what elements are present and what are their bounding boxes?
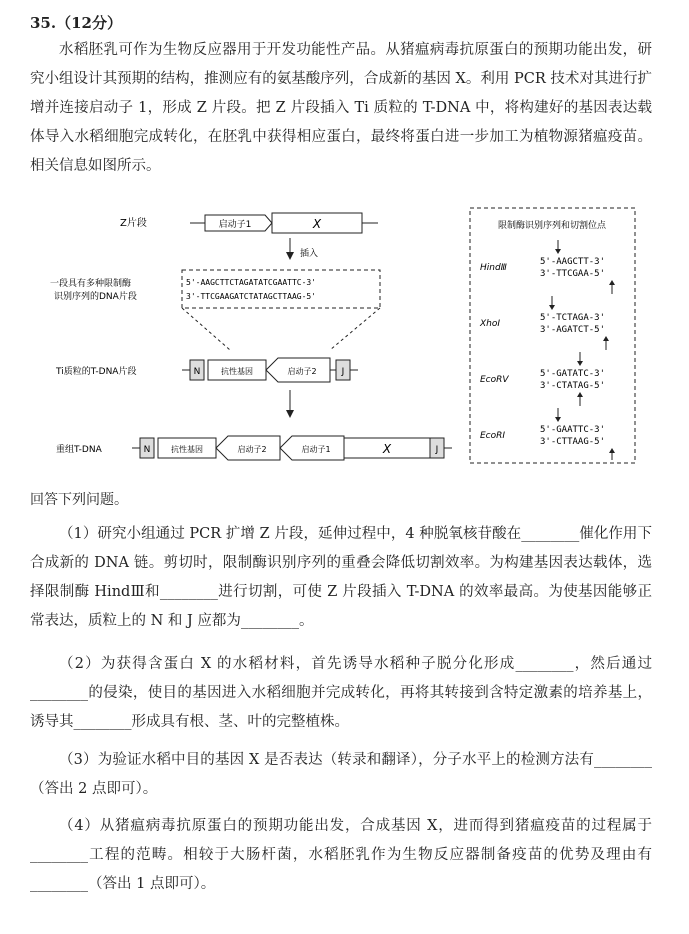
enzyme-bottom-ecorv: 3'-CTATAG-5' [540, 381, 606, 391]
recomb-promoter1-label: 启动子1 [301, 445, 331, 454]
q3-text-a: （3）为验证水稻中目的基因 X 是否表达（转录和翻译），分子水平上的检测方法有 [59, 752, 594, 768]
recomb-n-label: N [143, 445, 151, 455]
q1-text-d: 。 [298, 613, 314, 629]
recomb-gene-x-label: X [382, 442, 392, 456]
enzyme-bottom-ecori: 3'-CTTAAG-5' [540, 437, 606, 447]
enzyme-name-xhoi: XhoⅠ [480, 319, 501, 329]
insert-label: 插入 [300, 249, 319, 259]
dashed-guide-right [330, 308, 380, 350]
q2-text-c: 的侵染，使目的基因进入水稻细胞并完成转化，再将其转接到含特定激素的培养基上，诱导其 [30, 685, 652, 730]
q3-text-b: （答出 2 点即可）。 [30, 781, 158, 797]
answer-prompt: 回答下列问题。 [30, 492, 128, 508]
enzyme-name-ecorv: EcoRⅤ [480, 375, 509, 385]
multi-site-label-2: 识别序列的DNA片段 [54, 292, 137, 302]
recomb-resistance-label: 抗性基因 [171, 445, 203, 454]
multi-site-label-1: 一段具有多种限制酶 [50, 279, 132, 289]
j-label: J [341, 367, 345, 377]
sequence-bottom-strand: 3'-TTCGAAGATCTATAGCTTAAG-5' [186, 292, 317, 301]
q4-text-c: （答出 1 点即可）。 [88, 876, 216, 892]
recombination-diagram [40, 198, 640, 478]
enzyme-bottom-xhoi: 3'-AGATCT-5' [540, 325, 606, 335]
q4-text-a: （4）从猪瘟病毒抗原蛋白的预期功能出发，合成基因 X，进而得到猪瘟疫苗的过程属于 [59, 818, 652, 834]
n-label: N [193, 367, 201, 377]
q2-text-b: ，然后通过 [573, 656, 653, 672]
q2-text-a: （2）为获得含蛋白 X 的水稻材料，首先诱导水稻种子脱分化形成 [59, 656, 516, 672]
resistance-gene-label: 抗性基因 [221, 367, 253, 376]
q1-text-b: 催化作用下合成新的 DNA 链。剪切时，限制酶识别序列的重叠会降低切割效率。为构建基因表达载体，选择限制酶 HindⅢ和 [30, 526, 652, 600]
multi-site-box [182, 270, 380, 308]
q4-text-b: 工程的范畴。相较于大肠杆菌，水稻胚乳作为生物反应器制备疫苗的优势及理由有 [88, 847, 652, 863]
gene-x-label: X [312, 217, 322, 231]
sub-question-1: （1）研究小组通过 PCR 扩增 Z 片段，延伸过程中，4 种脱氧核苷酸在________催化作用下合成新的 DNA 链。剪切时，限制酶识别序列的重叠会降低切割效率。为构建基因表达载体，选择限制酶 HindⅢ和________进行切割，可使 Z 片段插入 T-DNA 的效率最高。为使基因能够正常表达，质粒上的 N 和 J 应都为________。 [30, 526, 652, 629]
question-intro: 水稻胚乳可作为生物反应器用于开发功能性产品。从猪瘟病毒抗原蛋白的预期功能出发，研究小组设计其预期的结构，推测应有的氨基酸序列，合成新的基因 X。利用 PCR 技术对其进行扩增并连接启动子 1，形成 Z 片段。把 Z 片段插入 Ti 质粒的 T-DNA 中，将构建好的基因表达载体导入水稻细胞完成转化，在胚乳中获得相应蛋白，最终将蛋白进一步加工为植物源猪瘟疫苗。相关信息如图所示。 [30, 42, 652, 174]
enzyme-name-hindiii: HindⅢ [480, 263, 507, 273]
sub-question-3: （3）为验证水稻中目的基因 X 是否表达（转录和翻译），分子水平上的检测方法有________（答出 2 点即可）。 [30, 752, 652, 797]
q2-text-d: 形成具有根、茎、叶的完整植株。 [131, 714, 349, 730]
enzyme-top-ecori: 5'-GAATTC-3' [540, 425, 606, 435]
enzyme-name-ecori: EcoRⅠ [480, 431, 506, 441]
promoter2-label: 启动子2 [287, 367, 317, 376]
q1-text-c: 进行切割，可使 Z 片段插入 T-DNA 的效率最高。为使基因能够正常表达，质粒上的 N 和 J 应都为 [30, 584, 652, 629]
recomb-j-label: J [435, 445, 439, 455]
tdna-label: Ti质粒的T-DNA片段 [56, 367, 137, 377]
enzyme-top-hindiii: 5'-AAGCTT-3' [540, 257, 606, 267]
q1-text-a: （1）研究小组通过 PCR 扩增 Z 片段，延伸过程中，4 种脱氧核苷酸在 [59, 526, 522, 542]
recombine-arrowhead [286, 410, 294, 418]
promoter1-label: 启动子1 [218, 220, 252, 230]
enzyme-top-xhoi: 5'-TCTAGA-3' [540, 313, 606, 323]
sub-question-4: （4）从猪瘟病毒抗原蛋白的预期功能出发，合成基因 X，进而得到猪瘟疫苗的过程属于________工程的范畴。相较于大肠杆菌，水稻胚乳作为生物反应器制备疫苗的优势及理由有________（答出 1 点即可）。 [30, 818, 652, 892]
question-number: 35.（12分） [30, 14, 122, 32]
insert-arrowhead [286, 252, 294, 260]
enzyme-top-ecorv: 5'-GATATC-3' [540, 369, 606, 379]
recombinant-label: 重组T-DNA [56, 445, 102, 455]
enzyme-box-title: 限制酶识别序列和切割位点 [497, 221, 607, 231]
recomb-promoter2-label: 启动子2 [237, 445, 267, 454]
sub-question-2: （2）为获得含蛋白 X 的水稻材料，首先诱导水稻种子脱分化形成________，然后通过________的侵染，使目的基因进入水稻细胞并完成转化，再将其转接到含特定激素的培养基上，诱导其________形成具有根、茎、叶的完整植株。 [30, 656, 653, 730]
dashed-guide-left [182, 308, 230, 350]
enzyme-bottom-hindiii: 3'-TTCGAA-5' [540, 269, 606, 279]
z-fragment-label: Z片段 [120, 218, 147, 229]
sequence-top-strand: 5'-AAGCTTCTAGATATCGAATTC-3' [186, 278, 317, 287]
